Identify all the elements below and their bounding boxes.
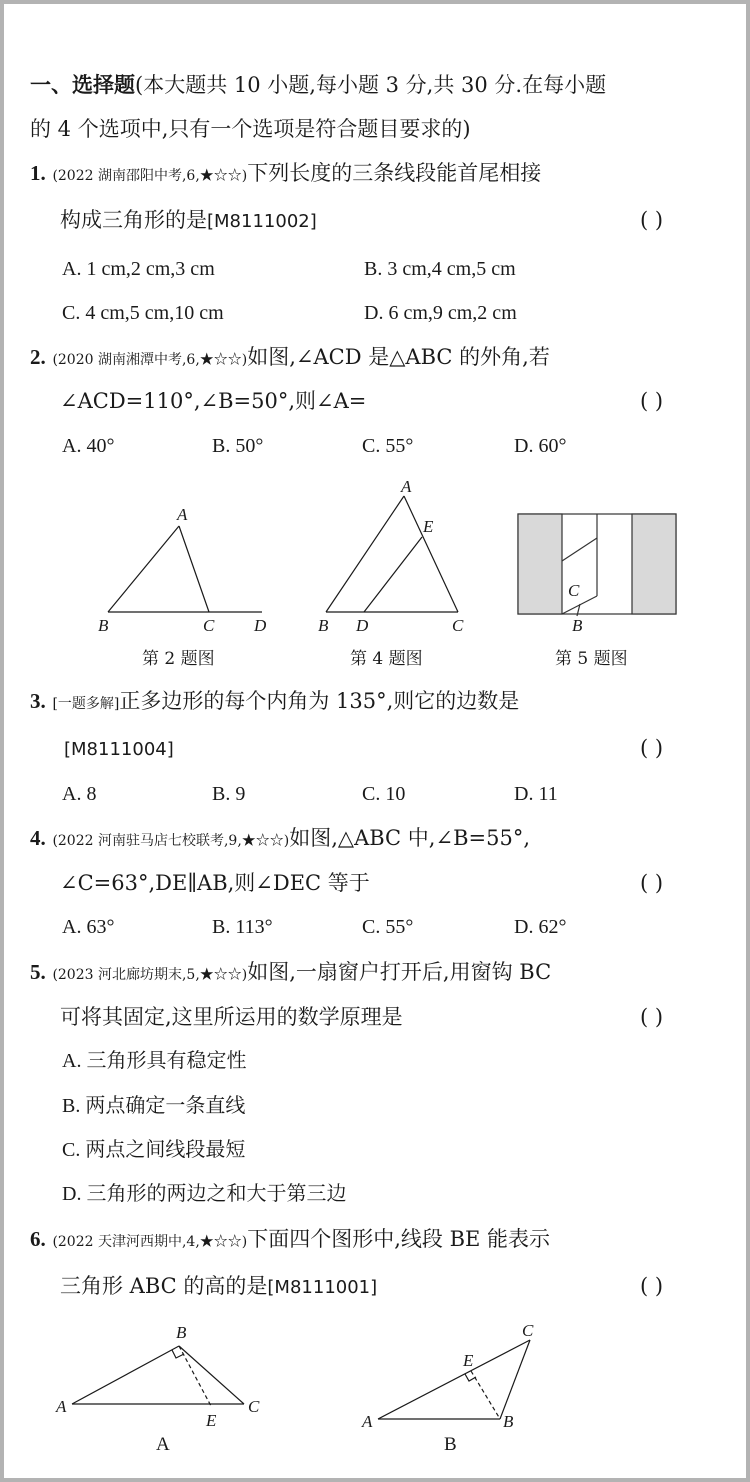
question-2-line1 — [30, 342, 550, 375]
line-be-dashed — [471, 1371, 500, 1419]
option-d[interactable]: D. 三角形的两边之和大于第三边 — [62, 1183, 347, 1205]
option-b[interactable]: B. 113° — [212, 916, 273, 938]
question-number: 5. — [30, 960, 46, 984]
question-4-line2: ∠C=63°,DE∥AB,则∠DEC 等于 — [60, 871, 370, 895]
figure-4-caption: 第 4 题图 — [350, 649, 423, 669]
line-ab — [72, 1346, 179, 1404]
question-source: (2022 湖南邵阳中考,6,★☆☆) — [52, 168, 248, 184]
section-description: (本大题共 10 小题,每小题 3 分,共 30 分.在每小题 — [135, 73, 607, 97]
question-5-line2: 可将其固定,这里所运用的数学原理是 — [60, 1005, 403, 1029]
left-pane — [518, 514, 562, 614]
option-b[interactable]: B. 3 cm,4 cm,5 cm — [364, 258, 516, 280]
option-c[interactable]: C. 55° — [362, 435, 414, 457]
option-b[interactable]: B. 50° — [212, 435, 264, 457]
figure-6b — [378, 1340, 530, 1419]
option-c[interactable]: C. 4 cm,5 cm,10 cm — [62, 302, 224, 324]
question-1-line2 — [60, 205, 317, 237]
label-b: B — [572, 616, 583, 635]
label-b: B — [98, 616, 109, 635]
question-text: 如图,一扇窗户打开后,用窗钩 BC — [247, 960, 552, 984]
question-tag: [一题多解] — [52, 696, 120, 712]
line-bc — [500, 1340, 530, 1419]
question-source: (2023 河北廊坊期末,5,★☆☆) — [52, 967, 248, 983]
section-description-line2: 的 4 个选项中,只有一个选项是符合题目要求的) — [30, 117, 471, 141]
question-number: 1. — [30, 161, 46, 185]
question-6-line1 — [30, 1224, 550, 1257]
label-c: C — [522, 1321, 534, 1340]
option-a[interactable]: A. 63° — [62, 916, 115, 938]
option-c[interactable]: C. 两点之间线段最短 — [62, 1139, 246, 1161]
line-bc — [179, 1346, 244, 1404]
answer-blank[interactable]: ( ) — [640, 1005, 664, 1029]
option-c[interactable]: C. 10 — [362, 783, 406, 805]
label-d: D — [254, 616, 267, 635]
label-e: E — [463, 1351, 474, 1370]
label-c: C — [203, 616, 215, 635]
figure-5-window — [518, 514, 676, 616]
line-ac — [378, 1340, 530, 1419]
label-b: B — [176, 1323, 187, 1342]
label-e: E — [206, 1411, 217, 1430]
option-d[interactable]: D. 11 — [514, 783, 558, 805]
label-e: E — [423, 517, 434, 536]
option-a[interactable]: A. 40° — [62, 435, 115, 457]
figure-6a-caption: A — [156, 1434, 170, 1455]
question-6-line2 — [60, 1271, 377, 1303]
label-a: A — [56, 1397, 67, 1416]
question-text: 如图,∠ACD 是△ABC 的外角,若 — [247, 345, 550, 369]
figure-2-caption: 第 2 题图 — [142, 649, 215, 669]
line-ab — [326, 496, 404, 612]
option-d[interactable]: D. 62° — [514, 916, 567, 938]
line-ac — [179, 526, 209, 612]
label-c: C — [248, 1397, 260, 1416]
question-code: [M8111001] — [267, 1277, 378, 1298]
question-text: 正多边形的每个内角为 135°,则它的边数是 — [119, 689, 520, 713]
line-be-dashed — [179, 1346, 211, 1406]
line-ab — [108, 526, 179, 612]
section-title: 一、选择题 — [30, 73, 135, 97]
question-3-line2 — [64, 733, 174, 765]
section-header-line1 — [30, 70, 606, 100]
option-d[interactable]: D. 60° — [514, 435, 567, 457]
option-b[interactable]: B. 两点确定一条直线 — [62, 1095, 246, 1117]
question-text: 下面四个图形中,线段 BE 能表示 — [247, 1227, 551, 1251]
question-2-line2: ∠ACD=110°,∠B=50°,则∠A= — [60, 389, 367, 413]
question-3-line1 — [30, 686, 519, 719]
figure-6a — [72, 1346, 244, 1406]
figure-4 — [326, 496, 458, 612]
question-text: 三角形 ABC 的高的是 — [60, 1274, 268, 1298]
figure-6b-caption: B — [444, 1434, 457, 1455]
question-text: 构成三角形的是 — [60, 208, 207, 232]
question-number: 2. — [30, 345, 46, 369]
option-a[interactable]: A. 1 cm,2 cm,3 cm — [62, 258, 215, 280]
question-5-line1 — [30, 957, 551, 990]
option-c[interactable]: C. 55° — [362, 916, 414, 938]
answer-blank[interactable]: ( ) — [640, 1274, 664, 1298]
right-angle-mark — [465, 1374, 476, 1381]
label-c: C — [452, 616, 464, 635]
label-a: A — [362, 1412, 373, 1431]
question-code: [M8111002] — [207, 211, 317, 232]
answer-blank[interactable]: ( ) — [640, 208, 664, 232]
answer-blank[interactable]: ( ) — [640, 389, 664, 413]
figure-2 — [108, 526, 262, 612]
question-number: 4. — [30, 826, 46, 850]
question-source: (2022 天津河西期中,4,★☆☆) — [52, 1234, 248, 1250]
label-a: A — [177, 505, 188, 524]
label-c: C — [568, 581, 580, 600]
question-text: 如图,△ABC 中,∠B=55°, — [289, 826, 531, 850]
option-a[interactable]: A. 8 — [62, 783, 97, 805]
figure-5-caption: 第 5 题图 — [555, 649, 628, 669]
right-angle-mark — [172, 1350, 184, 1358]
question-text: 下列长度的三条线段能首尾相接 — [247, 161, 542, 185]
line-ac — [404, 496, 458, 612]
question-number: 6. — [30, 1227, 46, 1251]
answer-blank[interactable]: ( ) — [640, 736, 664, 760]
question-6-figures — [4, 1314, 746, 1464]
option-b[interactable]: B. 9 — [212, 783, 246, 805]
figures-row — [4, 474, 746, 644]
question-number: 3. — [30, 689, 46, 713]
label-a: A — [401, 477, 412, 496]
worksheet-page — [4, 4, 746, 1478]
question-source: (2020 湖南湘潭中考,6,★☆☆) — [52, 352, 248, 368]
question-4-line1 — [30, 823, 530, 856]
question-source: (2022 河南驻马店七校联考,9,★☆☆) — [52, 833, 290, 849]
question-code: [M8111004] — [64, 739, 174, 760]
question-1-line1 — [30, 158, 541, 191]
option-d[interactable]: D. 6 cm,9 cm,2 cm — [364, 302, 517, 324]
line-de — [364, 537, 422, 612]
label-d: D — [356, 616, 369, 635]
label-b: B — [318, 616, 329, 635]
answer-blank[interactable]: ( ) — [640, 871, 664, 895]
label-b: B — [503, 1412, 514, 1431]
right-pane — [632, 514, 676, 614]
option-a[interactable]: A. 三角形具有稳定性 — [62, 1050, 247, 1072]
